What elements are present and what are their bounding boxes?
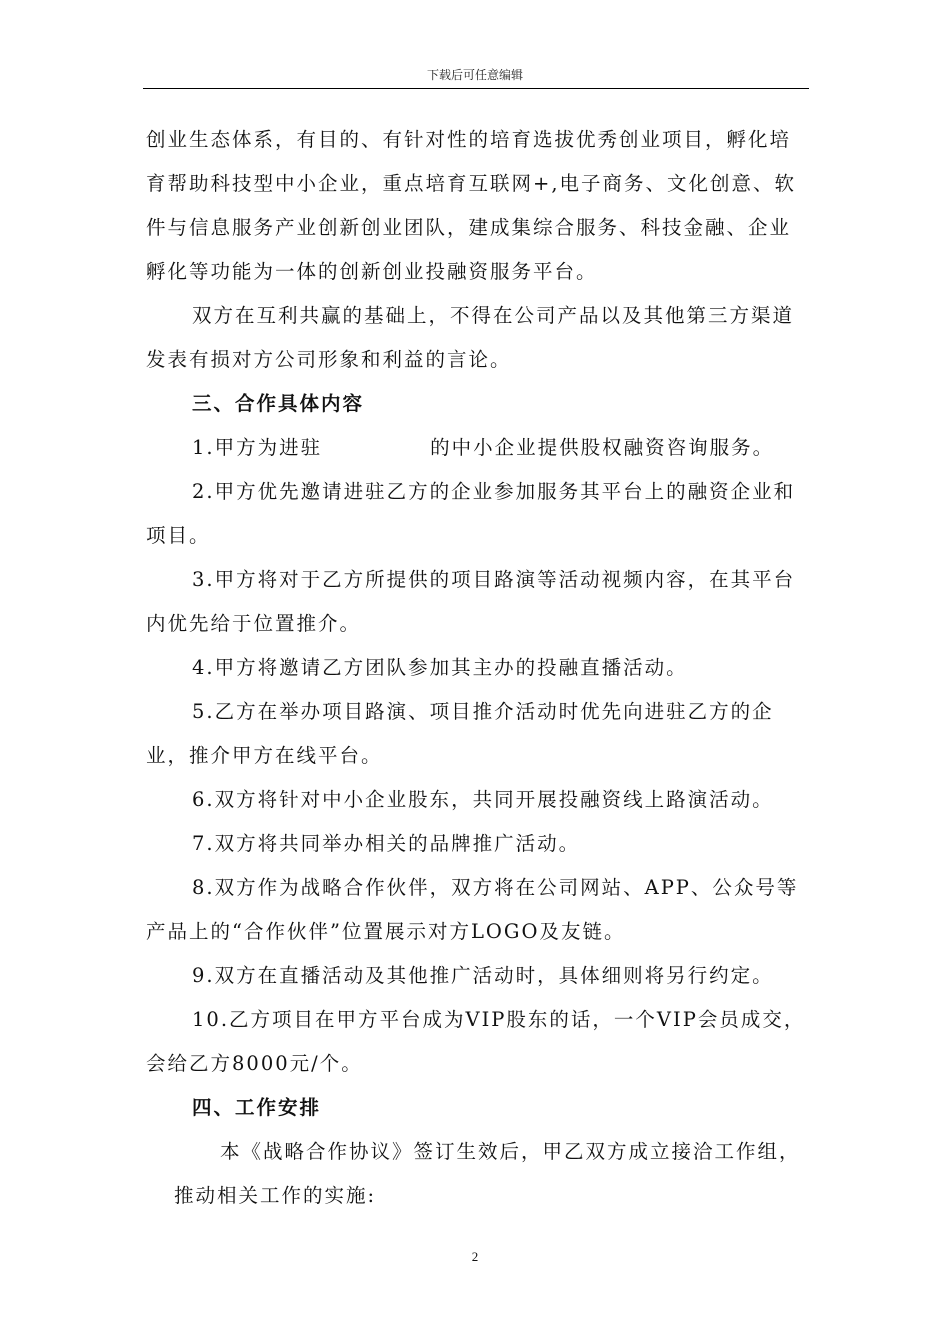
list-item-1	[146, 426, 811, 470]
document-body	[146, 118, 811, 1218]
list-item-8: 8.双方作为战略合作伙伴，双方将在公司网站、APP、公众号等产品上的“合作伙伴”位置展示对方LOGO及友链。	[146, 876, 799, 943]
paragraph-work-arrangement-continued: 推动相关工作的实施:	[174, 1184, 377, 1207]
header-rule	[143, 88, 809, 89]
list-item-4: 4.甲方将邀请乙方团队参加其主办的投融直播活动。	[192, 656, 688, 679]
list-item-2: 2.甲方优先邀请进驻乙方的企业参加服务其平台上的融资企业和项目。	[146, 480, 796, 547]
section-heading-work: 四、工作安排	[192, 1096, 322, 1119]
section-heading-cooperation: 三、合作具体内容	[192, 392, 365, 415]
list-item-3: 3.甲方将对于乙方所提供的项目路演等活动视频内容，在其平台内优先给于位置推介。	[146, 568, 796, 635]
list-item-6: 6.双方将针对中小企业股东，共同开展投融资线上路演活动。	[192, 788, 774, 811]
list-item-5: 5.乙方在举办项目路演、项目推介活动时优先向进驻乙方的企业，推介甲方在线平台。	[146, 700, 774, 767]
paragraph-work-arrangement: 本《战略合作协议》签订生效后，甲乙双方成立接洽工作组，	[220, 1140, 801, 1163]
list-item-10: 10.乙方项目在甲方平台成为VIP股东的话，一个VIP会员成交，会给乙方8000元/个。	[146, 1008, 806, 1075]
list-item-1-part-b: 的中小企业提供股权融资咨询服务。	[430, 436, 775, 459]
list-item-7: 7.双方将共同举办相关的品牌推广活动。	[192, 832, 581, 855]
page-number: 2	[471, 1249, 479, 1264]
paragraph-mutual-benefit: 双方在互利共赢的基础上，不得在公司产品以及其他第三方渠道发表有损对方公司形象和利益的言论。	[146, 304, 795, 371]
paragraph-ecosystem: 创业生态体系，有目的、有针对性的培育选拔优秀创业项目，孵化培育帮助科技型中小企业，重点培育互联网+,电子商务、文化创意、软件与信息服务产业创新创业团队，建成集综合服务、科技金融、企业孵化等功能为一体的创新创业投融资服务平台。	[146, 128, 797, 283]
list-item-9: 9.双方在直播活动及其他推广活动时，具体细则将另行约定。	[192, 964, 774, 987]
list-item-1-part-a: 1.甲方为进驻	[192, 436, 323, 459]
page-header: 下载后可任意编辑	[426, 68, 523, 82]
